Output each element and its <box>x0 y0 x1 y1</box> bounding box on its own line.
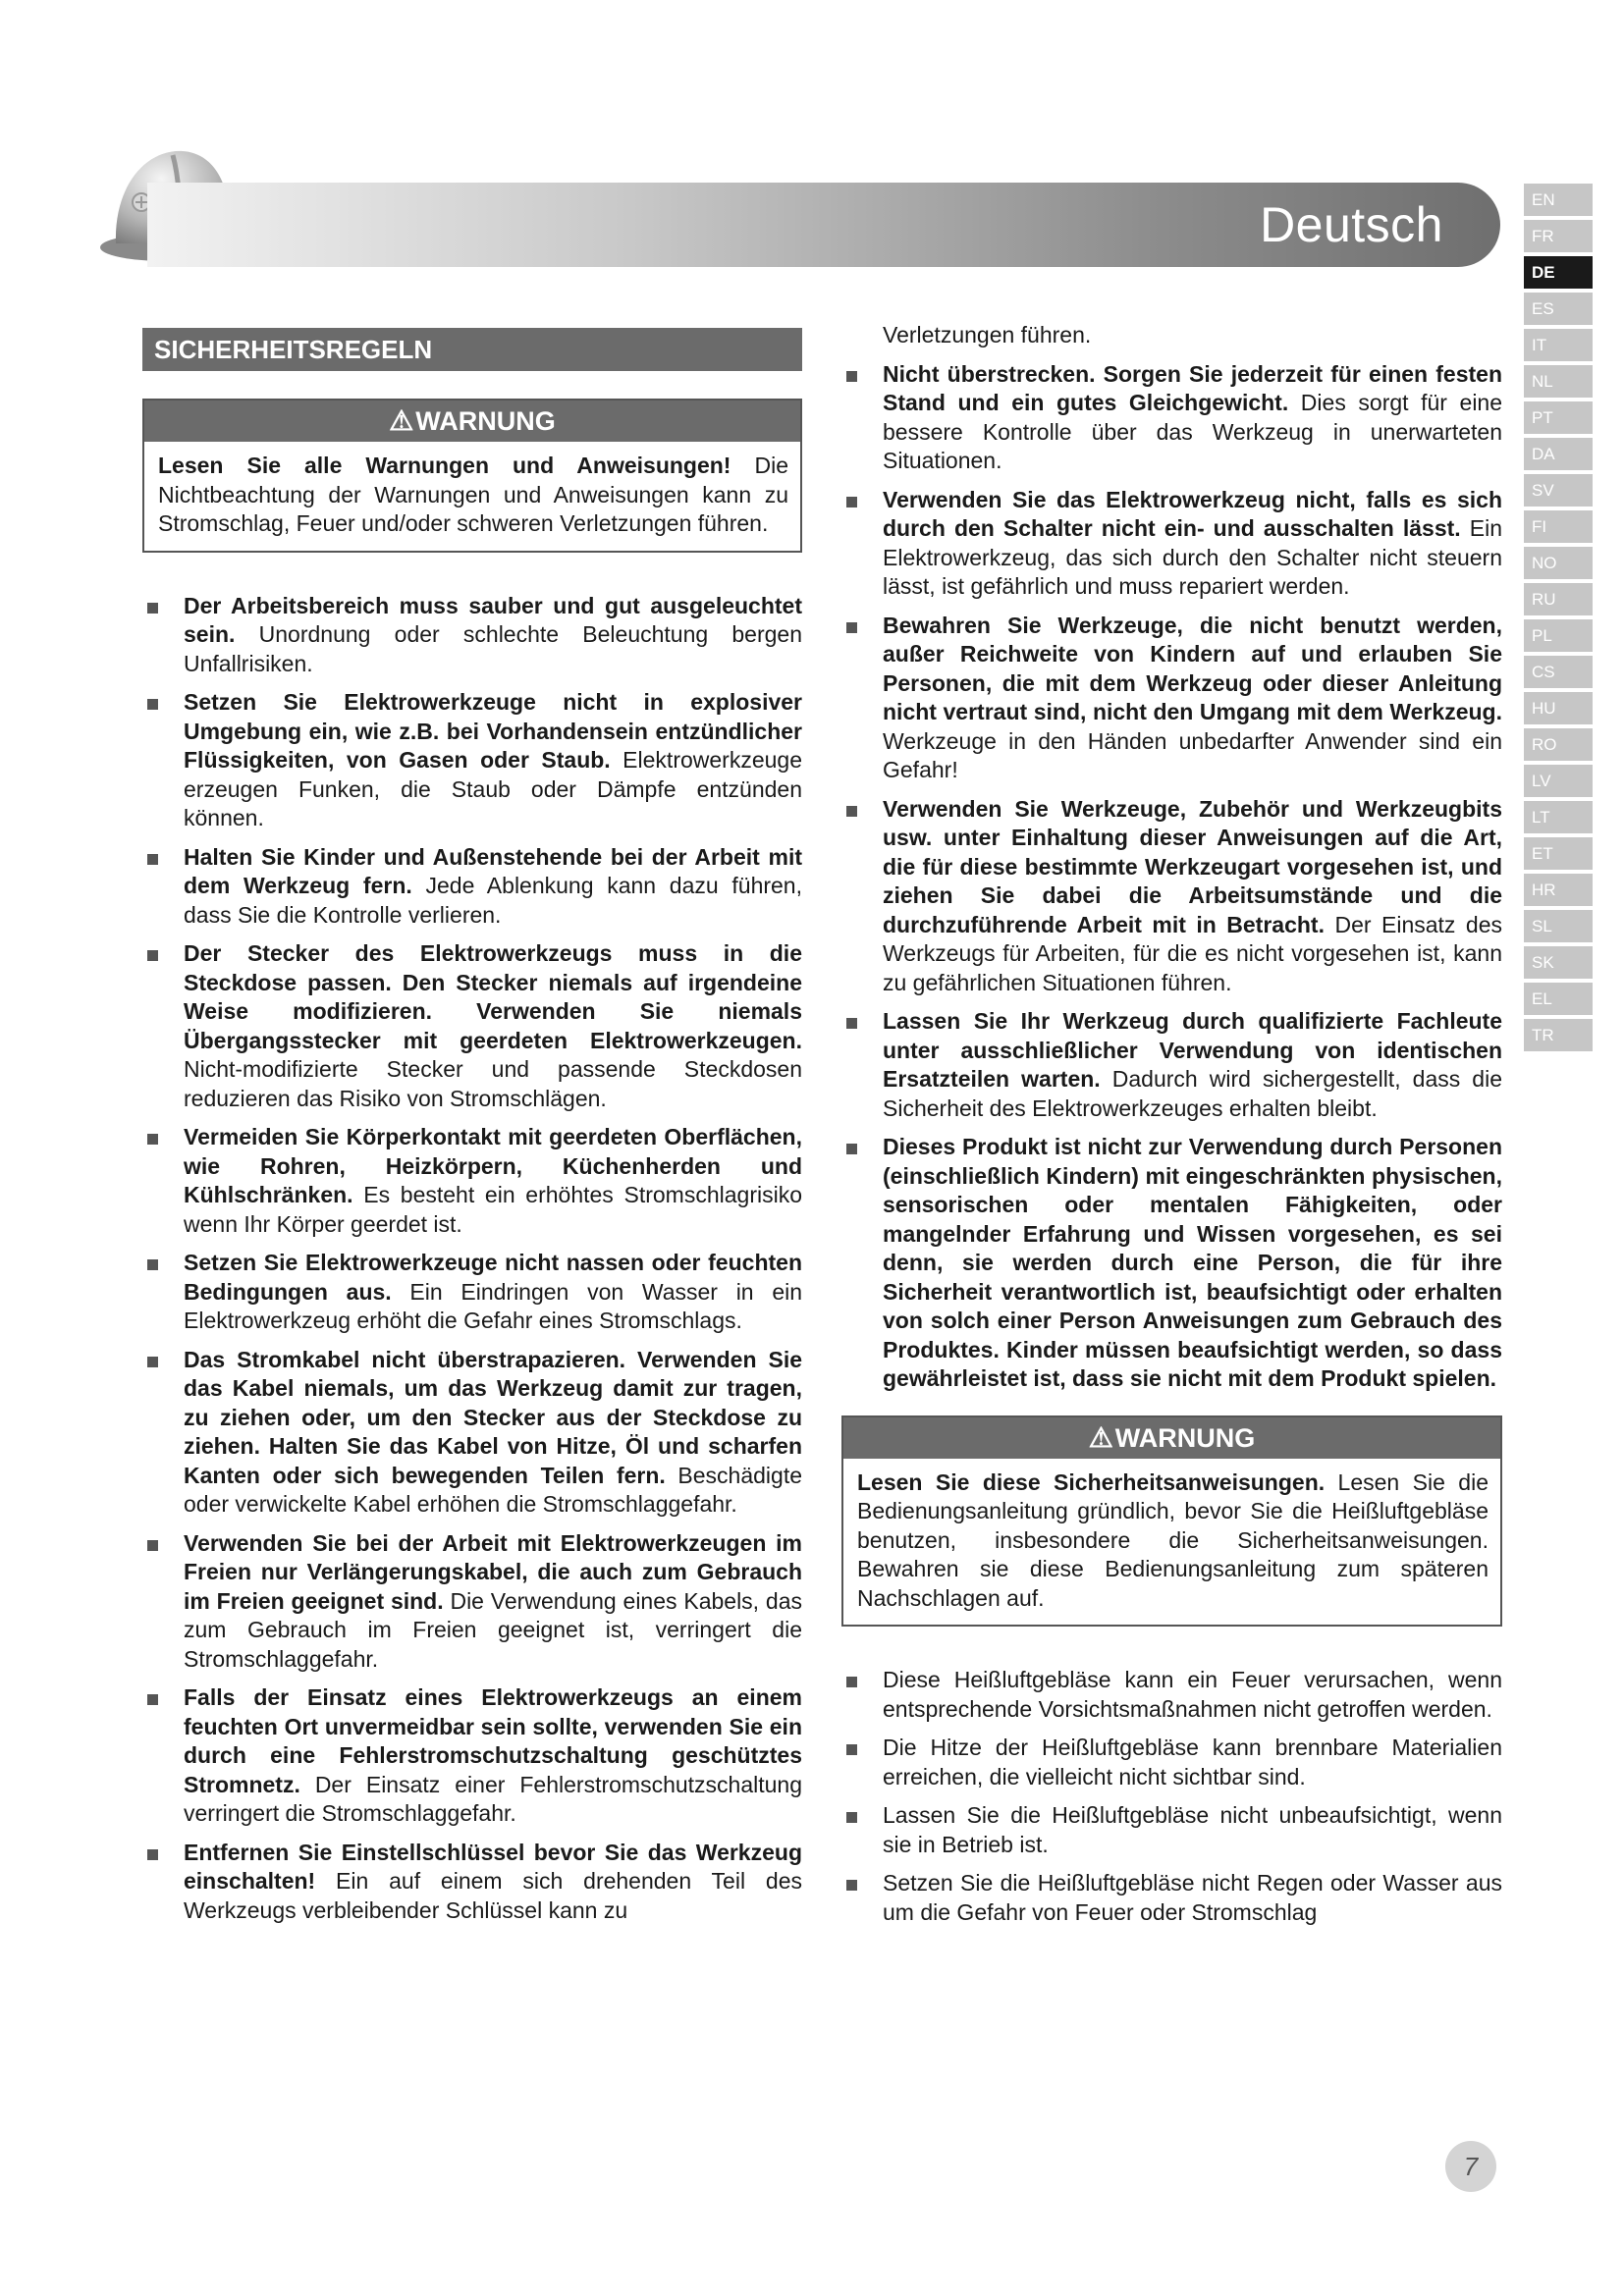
language-tab-es[interactable]: ES <box>1524 293 1593 325</box>
language-tab-fi[interactable]: FI <box>1524 510 1593 543</box>
language-tab-sk[interactable]: SK <box>1524 946 1593 979</box>
language-tab-en[interactable]: EN <box>1524 184 1593 216</box>
rules-list-right-items <box>841 360 1502 1394</box>
page-number: 7 <box>1445 2141 1496 2192</box>
warning-body-2: Lesen Sie diese Sicherheitsanweisungen. Lesen Sie die Bedienungsanleitung gründlich, bevor Sie die Heißluftgebläse benutzen, insbesondere die Sicherheitsanweisungen. Bewahren sie diese Bedienungsanleitung zum späteren Nachschlagen auf. <box>857 1468 1489 1611</box>
language-tab-nl[interactable]: NL <box>1524 365 1593 398</box>
list-item: Setzen Sie die Heißluftgebläse nicht Regen oder Wasser aus um die Gefahr von Feuer oder Stromschlag <box>841 1869 1502 1927</box>
list-item: Verwenden Sie das Elektrowerkzeug nicht, falls es sich durch den Schalter nicht ein- und ausschalten lässt. Ein Elektrowerkzeug, das sich durch den Schalter nicht steuern lässt, ist gefährlich und muss repariert werden. <box>841 486 1502 602</box>
rules-list <box>142 592 802 1926</box>
rules-list-right <box>841 321 1502 350</box>
language-tabs <box>1524 184 1593 1055</box>
language-tab-et[interactable]: ET <box>1524 837 1593 870</box>
language-tab-pt[interactable]: PT <box>1524 401 1593 434</box>
warning-header-2: ⚠WARNUNG <box>843 1417 1500 1459</box>
warning-box <box>142 399 802 553</box>
list-item: Halten Sie Kinder und Außenstehende bei der Arbeit mit dem Werkzeug fern. Jede Ablenkung kann dazu führen, dass Sie die Kontrolle verlieren. <box>142 843 802 931</box>
language-tab-hu[interactable]: HU <box>1524 692 1593 724</box>
language-tab-cs[interactable]: CS <box>1524 656 1593 688</box>
language-tab-fr[interactable]: FR <box>1524 220 1593 252</box>
list-item: Nicht überstrecken. Sorgen Sie jederzeit für einen festen Stand und ein gutes Gleichgewicht. Dies sorgt für eine bessere Kontrolle über das Werkzeug in unerwarteten Situationen. <box>841 360 1502 476</box>
list-item-continuation: Verletzungen führen. <box>883 322 1092 347</box>
list-item: Der Arbeitsbereich muss sauber und gut ausgeleuchtet sein. Unordnung oder schlechte Beleuchtung bergen Unfallrisiken. <box>142 592 802 679</box>
warning-triangle-icon: ⚠ <box>1088 1421 1113 1453</box>
language-tab-ro[interactable]: RO <box>1524 728 1593 761</box>
left-column <box>142 328 802 1935</box>
list-item: Entfernen Sie Einstellschlüssel bevor Sie das Werkzeug einschalten! Ein auf einem sich drehenden Teil des Werkzeugs verbleibender Schlüssel kann zu <box>142 1839 802 1926</box>
warning-box-2 <box>841 1415 1502 1628</box>
language-tab-no[interactable]: NO <box>1524 547 1593 579</box>
page-title: Deutsch <box>1260 197 1443 252</box>
list-item: Der Stecker des Elektrowerkzeugs muss in die Steckdose passen. Den Stecker niemals auf irgendeine Weise modifizieren. Verwenden Sie niemals Übergangsstecker mit geerdeten Elektrowerkzeugen. Nicht-modifizierte Stecker und passende Steckdosen reduzieren das Risiko von Stromschlägen. <box>142 939 802 1113</box>
right-column <box>841 321 1502 1937</box>
language-tab-it[interactable]: IT <box>1524 329 1593 361</box>
language-tab-hr[interactable]: HR <box>1524 874 1593 906</box>
list-item: Setzen Sie Elektrowerkzeuge nicht in explosiver Umgebung ein, wie z.B. bei Vorhandensein entzündlicher Flüssigkeiten, von Gasen oder Staub. Elektrowerkzeuge erzeugen Funken, die Staub oder Dämpfe entzünden können. <box>142 688 802 833</box>
language-tab-tr[interactable]: TR <box>1524 1019 1593 1051</box>
list-item: Vermeiden Sie Körperkontakt mit geerdeten Oberflächen, wie Rohren, Heizkörpern, Küchenherden und Kühlschränken. Es besteht ein erhöhtes Stromschlagrisiko wenn Ihr Körper geerdet ist. <box>142 1123 802 1239</box>
language-tab-pl[interactable]: PL <box>1524 619 1593 652</box>
section-title: SICHERHEITSREGELN <box>142 328 802 371</box>
list-item: Verwenden Sie Werkzeuge, Zubehör und Werkzeugbits usw. unter Einhaltung dieser Anweisungen auf die Art, die für diese bestimmte Werkzeugart vorgesehen ist, und ziehen Sie dabei die Arbeitsumstände und die durchzuführende Arbeit mit in Betracht. Der Einsatz des Werkzeugs für Arbeiten, für die es nicht vorgesehen ist, kann zu gefährlichen Situationen führen. <box>841 795 1502 998</box>
list-item: Bewahren Sie Werkzeuge, die nicht benutzt werden, außer Reichweite von Kindern auf und erlauben Sie Personen, die mit dem Werkzeug oder dieser Anleitung nicht vertraut sind, nicht den Umgang mit dem Werkzeug. Werkzeuge in den Händen unbedarfter Anwender sind ein Gefahr! <box>841 612 1502 785</box>
list-item: Setzen Sie Elektrowerkzeuge nicht nassen oder feuchten Bedingungen aus. Ein Eindringen von Wasser in ein Elektrowerkzeug erhöht die Gefahr eines Stromschlags. <box>142 1249 802 1336</box>
list-item: Verwenden Sie bei der Arbeit mit Elektrowerkzeugen im Freien nur Verlängerungskabel, die auch zum Gebrauch im Freien geeignet sind. Die Verwendung eines Kabels, das zum Gebrauch im Freien geeignet ist, verringert die Stromschlaggefahr. <box>142 1529 802 1675</box>
language-tab-el[interactable]: EL <box>1524 983 1593 1015</box>
hot-air-rules-list <box>841 1666 1502 1927</box>
list-item: Lassen Sie die Heißluftgebläse nicht unbeaufsichtigt, wenn sie in Betrieb ist. <box>841 1801 1502 1859</box>
language-tab-sl[interactable]: SL <box>1524 910 1593 942</box>
language-tab-lt[interactable]: LT <box>1524 801 1593 833</box>
header-banner <box>147 183 1500 267</box>
language-tab-de[interactable]: DE <box>1524 256 1593 289</box>
list-item: Falls der Einsatz eines Elektrowerkzeugs an einem feuchten Ort unvermeidbar sein sollte, verwenden Sie ein durch eine Fehlerstromschutzschaltung geschütztes Stromnetz. Der Einsatz einer Fehlerstromschutzschaltung verringert die Stromschlaggefahr. <box>142 1683 802 1829</box>
language-tab-sv[interactable]: SV <box>1524 474 1593 507</box>
warning-body: Lesen Sie alle Warnungen und Anweisungen! Die Nichtbeachtung der Warnungen und Anweisungen kann zu Stromschlag, Feuer und/oder schweren Verletzungen führen. <box>158 453 788 536</box>
list-item: Diese Heißluftgebläse kann ein Feuer verursachen, wenn entsprechende Vorsichtsmaßnahmen nicht getroffen werden. <box>841 1666 1502 1724</box>
language-tab-ru[interactable]: RU <box>1524 583 1593 615</box>
list-item: Das Stromkabel nicht überstrapazieren. Verwenden Sie das Kabel niemals, um das Werkzeug damit zur tragen, zu ziehen oder, um den Stecker aus der Steckdose zu ziehen. Halten Sie das Kabel von Hitze, Öl und scharfen Kanten oder sich bewegenden Teilen fern. Beschädigte oder verwickelte Kabel erhöhen die Stromschlaggefahr. <box>142 1346 802 1520</box>
language-tab-lv[interactable]: LV <box>1524 765 1593 797</box>
language-tab-da[interactable]: DA <box>1524 438 1593 470</box>
list-item: Lassen Sie Ihr Werkzeug durch qualifizierte Fachleute unter ausschließlicher Verwendung von identischen Ersatzteilen warten. Dadurch wird sichergestellt, dass die Sicherheit des Elektrowerkzeuges erhalten bleibt. <box>841 1007 1502 1123</box>
list-item: Dieses Produkt ist nicht zur Verwendung durch Personen (einschließlich Kindern) mit eingeschränkten physischen, sensorischen oder mentalen Fähigkeiten, oder mangelnder Erfahrung und Wissen vorgesehen, es sei denn, sie werden durch eine Person, die für ihre Sicherheit verantwortlich ist, beaufsichtigt oder erhalten von solch einer Person Anweisungen zum Gebrauch des Produktes. Kinder müssen beaufsichtigt werden, so dass gewährleistet ist, dass sie nicht mit dem Produkt spielen. <box>841 1133 1502 1394</box>
warning-header: ⚠WARNUNG <box>144 400 800 442</box>
warning-triangle-icon: ⚠ <box>389 405 414 436</box>
list-item: Die Hitze der Heißluftgebläse kann brennbare Materialien erreichen, die vielleicht nicht sichtbar sind. <box>841 1734 1502 1791</box>
